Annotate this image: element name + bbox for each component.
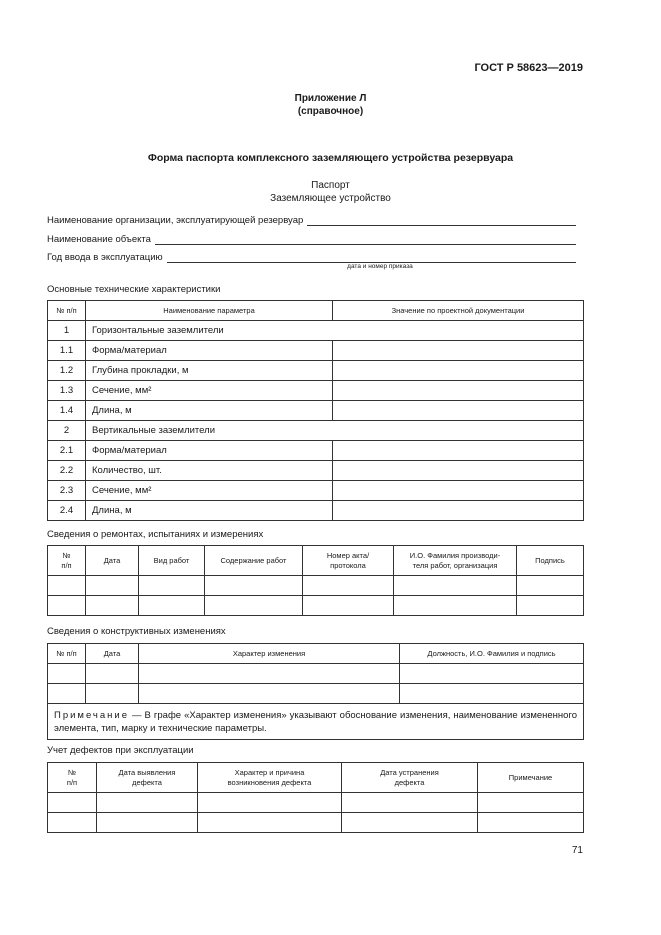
empty-cell[interactable]: [198, 813, 342, 833]
empty-cell[interactable]: [97, 813, 198, 833]
table-row: [48, 813, 584, 833]
defects-header-detected: [97, 763, 198, 793]
tech-value-cell[interactable]: [333, 381, 584, 401]
defects-header-cause-line2: возникновения дефекта: [227, 777, 312, 787]
empty-cell[interactable]: [139, 664, 400, 684]
empty-cell[interactable]: [394, 576, 517, 596]
empty-cell[interactable]: [478, 813, 584, 833]
empty-cell[interactable]: [48, 596, 86, 616]
table-row: [48, 441, 584, 461]
repairs-section-title: Сведения о ремонтах, испытаниях и измерениях: [47, 529, 264, 540]
empty-cell[interactable]: [517, 596, 584, 616]
org-label: Наименование организации, эксплуатирующей резервуар: [47, 215, 304, 226]
table-row: [48, 664, 584, 684]
defects-header-cause: [198, 763, 342, 793]
tech-header-num: № п/п: [48, 301, 86, 321]
empty-cell[interactable]: [478, 793, 584, 813]
defects-header-row: [48, 763, 584, 793]
tech-name: Горизонтальные заземлители: [86, 321, 584, 341]
empty-cell[interactable]: [303, 596, 394, 616]
table-row: [48, 421, 584, 441]
tech-value-cell[interactable]: [333, 441, 584, 461]
table-row: [48, 341, 584, 361]
tech-name: Количество, шт.: [86, 461, 333, 481]
tech-value-cell[interactable]: [333, 341, 584, 361]
repairs-header-act-line1: Номер акта/: [326, 550, 370, 560]
repairs-header-num-line2: п/п: [61, 560, 72, 570]
empty-cell[interactable]: [303, 576, 394, 596]
defects-header-fixed: [342, 763, 478, 793]
repairs-header-executor: [394, 546, 517, 576]
defects-header-detected-line1: Дата выявления: [118, 767, 176, 777]
tech-value-cell[interactable]: [333, 361, 584, 381]
tech-num: 2.4: [48, 501, 86, 521]
repairs-header-date: Дата: [86, 546, 139, 576]
changes-header-row: [48, 644, 584, 664]
empty-cell[interactable]: [48, 576, 86, 596]
empty-cell[interactable]: [342, 793, 478, 813]
table-row: [48, 321, 584, 341]
appendix-title: Приложение Л: [294, 93, 367, 104]
tech-table: [47, 300, 584, 521]
org-field: [47, 213, 576, 226]
empty-cell[interactable]: [48, 813, 97, 833]
tech-num: 2: [48, 421, 86, 441]
tech-header-value: Значение по проектной документации: [333, 301, 584, 321]
table-row: [48, 481, 584, 501]
tech-name: Сечение, мм²: [86, 381, 333, 401]
empty-cell[interactable]: [139, 596, 205, 616]
empty-cell[interactable]: [517, 576, 584, 596]
empty-cell[interactable]: [342, 813, 478, 833]
object-line: [155, 235, 576, 245]
changes-header-nature: Характер изменения: [139, 644, 400, 664]
tech-num: 1.2: [48, 361, 86, 381]
empty-cell[interactable]: [48, 793, 97, 813]
table-row: [48, 381, 584, 401]
changes-header-num: № п/п: [48, 644, 86, 664]
appendix-subtitle: (справочное): [297, 106, 364, 117]
table-row: [48, 501, 584, 521]
table-row: [48, 401, 584, 421]
tech-section-title: Основные технические характеристики: [47, 284, 221, 295]
repairs-header-work-type: Вид работ: [139, 546, 205, 576]
repairs-header-num: [48, 546, 86, 576]
defects-header-detected-line2: дефекта: [132, 777, 162, 787]
tech-name: Глубина прокладки, м: [86, 361, 333, 381]
repairs-table: [47, 545, 584, 616]
tech-value-cell[interactable]: [333, 501, 584, 521]
tech-name: Длина, м: [86, 401, 333, 421]
empty-cell[interactable]: [394, 596, 517, 616]
tech-num: 1.4: [48, 401, 86, 421]
repairs-header-act-line2: протокола: [330, 560, 366, 570]
changes-header-date: Дата: [86, 644, 139, 664]
tech-name: Форма/материал: [86, 341, 333, 361]
note-label: Примечание: [54, 710, 129, 721]
table-row: [48, 596, 584, 616]
changes-note: [48, 704, 584, 740]
empty-cell[interactable]: [139, 576, 205, 596]
repairs-header-act: [303, 546, 394, 576]
form-title: Форма паспорта комплексного заземляющего устройства резервуара: [147, 152, 514, 164]
defects-header-num: [48, 763, 97, 793]
table-row: [48, 361, 584, 381]
passport-title: Паспорт: [311, 180, 350, 191]
repairs-header-exec-line2: теля работ, организация: [412, 560, 498, 570]
empty-cell[interactable]: [198, 793, 342, 813]
passport-heading: [0, 179, 661, 205]
table-row: [48, 576, 584, 596]
object-label: Наименование объекта: [47, 234, 151, 245]
appendix-heading: [0, 92, 661, 118]
year-line: [167, 253, 576, 263]
object-field: [47, 232, 576, 245]
defects-header-remark: Примечание: [478, 763, 584, 793]
year-label: Год ввода в эксплуатацию: [47, 252, 163, 263]
tech-num: 1.3: [48, 381, 86, 401]
repairs-header-num-line1: №: [62, 550, 71, 560]
tech-num: 2.3: [48, 481, 86, 501]
table-row: [48, 684, 584, 704]
tech-value-cell[interactable]: [333, 481, 584, 501]
tech-num: 1: [48, 321, 86, 341]
empty-cell[interactable]: [400, 664, 584, 684]
tech-header-row: [48, 301, 584, 321]
empty-cell[interactable]: [86, 684, 139, 704]
year-hint: дата и номер приказа: [347, 263, 413, 270]
empty-cell[interactable]: [205, 596, 303, 616]
passport-subtitle: Заземляющее устройство: [270, 193, 391, 204]
empty-cell[interactable]: [48, 684, 86, 704]
repairs-header-exec-line1: И.О. Фамилия производи-: [409, 550, 501, 560]
defects-section-title: Учет дефектов при эксплуатации: [47, 745, 194, 756]
defects-header-num-line2: п/п: [66, 777, 78, 787]
tech-num: 2.1: [48, 441, 86, 461]
changes-table: [47, 643, 584, 740]
page-number: 71: [571, 845, 583, 856]
repairs-header-row: [48, 546, 584, 576]
empty-cell[interactable]: [400, 684, 584, 704]
empty-cell[interactable]: [86, 576, 139, 596]
empty-cell[interactable]: [97, 793, 198, 813]
defects-header-fixed-line1: Дата устранения: [380, 767, 439, 777]
table-row: [48, 461, 584, 481]
tech-name: Вертикальные заземлители: [86, 421, 584, 441]
changes-section-title: Сведения о конструктивных изменениях: [47, 626, 226, 637]
note-text: — В графе «Характер изменения» указывают обоснование изменения, наименование измененного элемента, тип, марку и технические параметры.: [54, 710, 577, 734]
empty-cell[interactable]: [86, 596, 139, 616]
tech-num: 1.1: [48, 341, 86, 361]
tech-name: Форма/материал: [86, 441, 333, 461]
standard-number: ГОСТ Р 58623—2019: [474, 62, 583, 74]
tech-name: Сечение, мм²: [86, 481, 333, 501]
tech-name: Длина, м: [86, 501, 333, 521]
tech-value-cell[interactable]: [333, 401, 584, 421]
empty-cell[interactable]: [139, 684, 400, 704]
defects-table: [47, 762, 584, 833]
tech-num: 2.2: [48, 461, 86, 481]
changes-header-position: Должность, И.О. Фамилия и подпись: [400, 644, 584, 664]
tech-value-cell[interactable]: [333, 461, 584, 481]
defects-header-cause-line1: Характер и причина: [234, 767, 305, 777]
table-row: [48, 793, 584, 813]
org-line: [307, 216, 576, 226]
empty-cell[interactable]: [48, 664, 86, 684]
year-field: [47, 250, 576, 263]
defects-header-num-line1: №: [67, 767, 77, 777]
empty-cell[interactable]: [205, 576, 303, 596]
empty-cell[interactable]: [86, 664, 139, 684]
changes-note-row: [48, 704, 584, 740]
repairs-header-content: Содержание работ: [205, 546, 303, 576]
defects-header-fixed-line2: дефекта: [394, 777, 425, 787]
repairs-header-signature: Подпись: [517, 546, 584, 576]
tech-header-name: Наименование параметра: [86, 301, 333, 321]
